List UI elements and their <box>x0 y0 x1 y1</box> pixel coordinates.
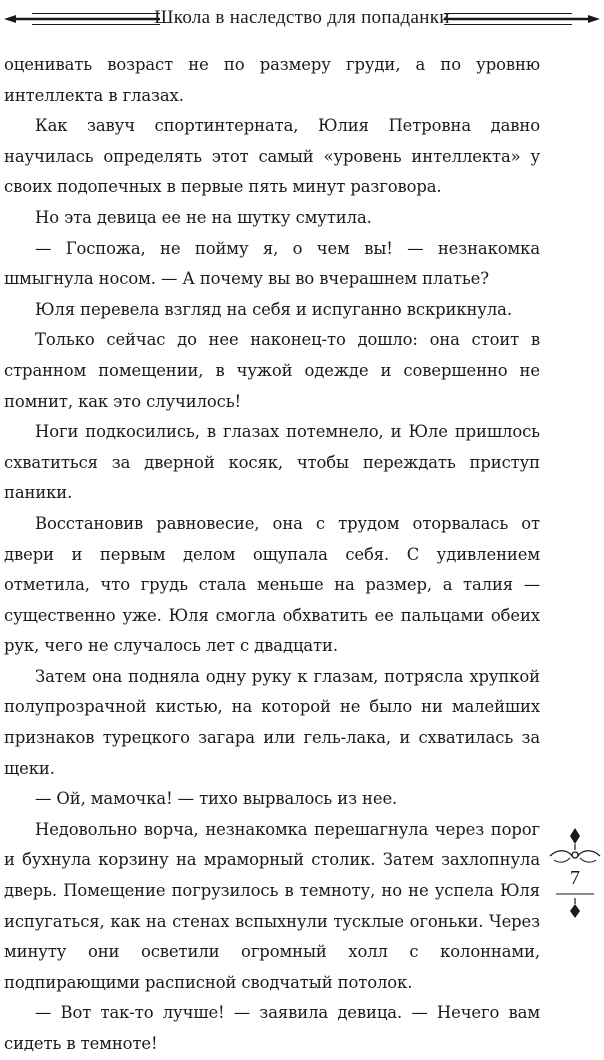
page-body <box>4 50 540 1060</box>
paragraph: Затем она подняла одну руку к глазам, потрясла хрупкой полупрозрачной кистью, на которой не было ни малейших признаков турецкого загара или гель-лака, и схватилась за щеки. <box>4 666 540 778</box>
header-ornament-right <box>442 10 602 28</box>
paragraph: — Ой, мамочка! — тихо вырвалось из нее. <box>35 789 398 809</box>
paragraph: Юля перевела взгляд на себя и испуганно вскрикнула. <box>35 299 512 319</box>
page-folio <box>546 826 604 920</box>
paragraph: Но эта девица ее не на шутку смутила. <box>35 207 372 227</box>
running-header <box>0 6 604 32</box>
paragraph: — Госпожа, не пойму я, о чем вы! — незнакомка шмыгнула носом. — А почему вы во вчерашнем платье? <box>4 238 540 289</box>
paragraph: Только сейчас до нее наконец-то дошло: она стоит в странном помещении, в чужой одежде и совершенно не помнит, как это случилось! <box>4 330 540 411</box>
paragraph: Восстановив равновесие, она с трудом оторвалась от двери и первым делом ощупала себя. С удивлением отметила, что грудь стала меньше на размер, а талия — существенно уже. Юля смогла обхватить ее пальцами обеих рук, чего не случалось лет с двадцати. <box>4 513 540 656</box>
paragraph: — Вот так-то лучше! — заявила девица. — Нечего вам сидеть в темноте! <box>4 1003 540 1053</box>
paragraph: Недовольно ворча, незнакомка перешагнула через порог и бухнула корзину на мраморный столик. Затем захлопнула дверь. Помещение погрузилось в темноту, но не успела Юля испугаться, как на стенах вспыхнули тусклые огоньки. Через минуту они осветили огромный холл с колоннами, подпирающими расписной сводчатый потолок. <box>4 819 540 992</box>
page-number: 7 <box>570 867 580 889</box>
paragraph: оценивать возраст не по размеру груди, а по уровню интеллекта в глазах. <box>4 55 540 105</box>
paragraph: Как завуч спортинтерната, Юлия Петровна давно научилась определять этот самый «уровень интеллекта» у своих подопечных в первые пять минут разговора. <box>4 116 540 197</box>
header-title: Школа в наследство для попаданки <box>154 7 450 28</box>
paragraph: Ноги подкосились, в глазах потемнело, и Юле пришлось схватиться за дверной косяк, чтобы переждать приступ паники. <box>4 422 540 503</box>
